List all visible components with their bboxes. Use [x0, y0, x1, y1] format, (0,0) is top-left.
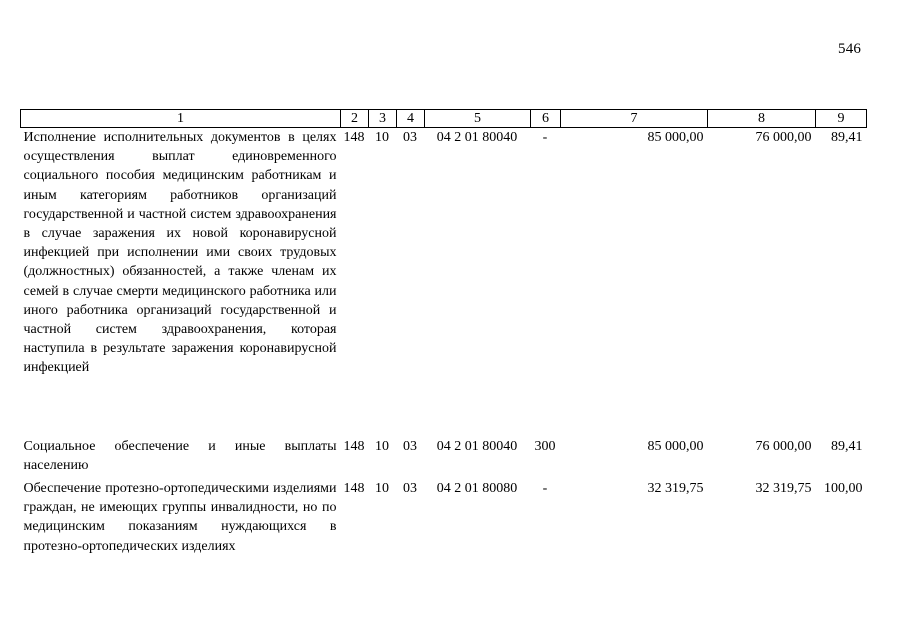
row-spacer	[21, 378, 867, 437]
header-col-2: 2	[341, 110, 369, 128]
row-description: Исполнение исполнительных документов в целях осуществления выплат единовременного социального пособия медицинским работникам и иным категориям работников организаций государственной и частной систем здравоохранения в случае заражения их новой коронавирусной инфекцией при исполнении ими своих трудовых (должностных) обязанностей, а также членам их семей в случае смерти медицинского работника или иного работника организаций государственной и частной систем здравоохранения, которая наступила в результате заражения коронавирусной инфекцией	[23, 130, 337, 376]
row-cell-2: 148	[343, 130, 365, 145]
row-cell-4: 03	[403, 438, 417, 454]
row-cell-2: 148	[343, 438, 365, 454]
row-cell-3: 10	[375, 438, 389, 454]
page-number: 546	[838, 41, 862, 57]
row-cell-5: 04 2 01 80040	[436, 130, 518, 145]
row-cell-3: 10	[375, 130, 389, 145]
row-cell-9: 89,41	[831, 130, 863, 145]
header-col-9: 9	[816, 110, 867, 128]
row-cell-6: -	[542, 130, 548, 145]
row-cell-2: 148	[343, 481, 365, 497]
table-row	[21, 437, 867, 475]
row-cell-7: 85 000,00	[647, 438, 704, 454]
table-row	[21, 128, 867, 378]
row-cell-8: 32 319,75	[755, 481, 812, 497]
budget-table	[20, 109, 867, 556]
row-cell-9: 89,41	[831, 438, 863, 454]
row-cell-6: -	[542, 481, 548, 497]
row-cell-5: 04 2 01 80080	[436, 481, 518, 497]
row-cell-4: 03	[403, 130, 417, 145]
row-cell-5: 04 2 01 80040	[436, 438, 518, 454]
row-cell-8: 76 000,00	[755, 130, 812, 145]
header-col-5: 5	[425, 110, 531, 128]
header-col-6: 6	[531, 110, 561, 128]
header-col-8: 8	[708, 110, 816, 128]
header-col-1: 1	[21, 110, 341, 128]
header-row	[21, 110, 867, 128]
row-cell-8: 76 000,00	[755, 438, 812, 454]
header-col-7: 7	[561, 110, 708, 128]
row-description: Социальное обеспечение и иные выплаты населению	[23, 438, 337, 473]
row-cell-6: 300	[534, 438, 556, 454]
header-col-3: 3	[369, 110, 397, 128]
row-cell-3: 10	[375, 481, 389, 497]
row-cell-4: 03	[403, 481, 417, 497]
row-cell-7: 32 319,75	[647, 481, 704, 497]
row-cell-9: 100,00	[824, 481, 863, 497]
row-description: Обеспечение протезно-ортопедическими изделиями граждан, не имеющих группы инвалидности, но по медицинским показаниям нуждающихся в протезно-ортопедических изделиях	[23, 481, 337, 554]
row-cell-7: 85 000,00	[647, 130, 704, 145]
header-col-4: 4	[397, 110, 425, 128]
table-row	[21, 479, 867, 556]
